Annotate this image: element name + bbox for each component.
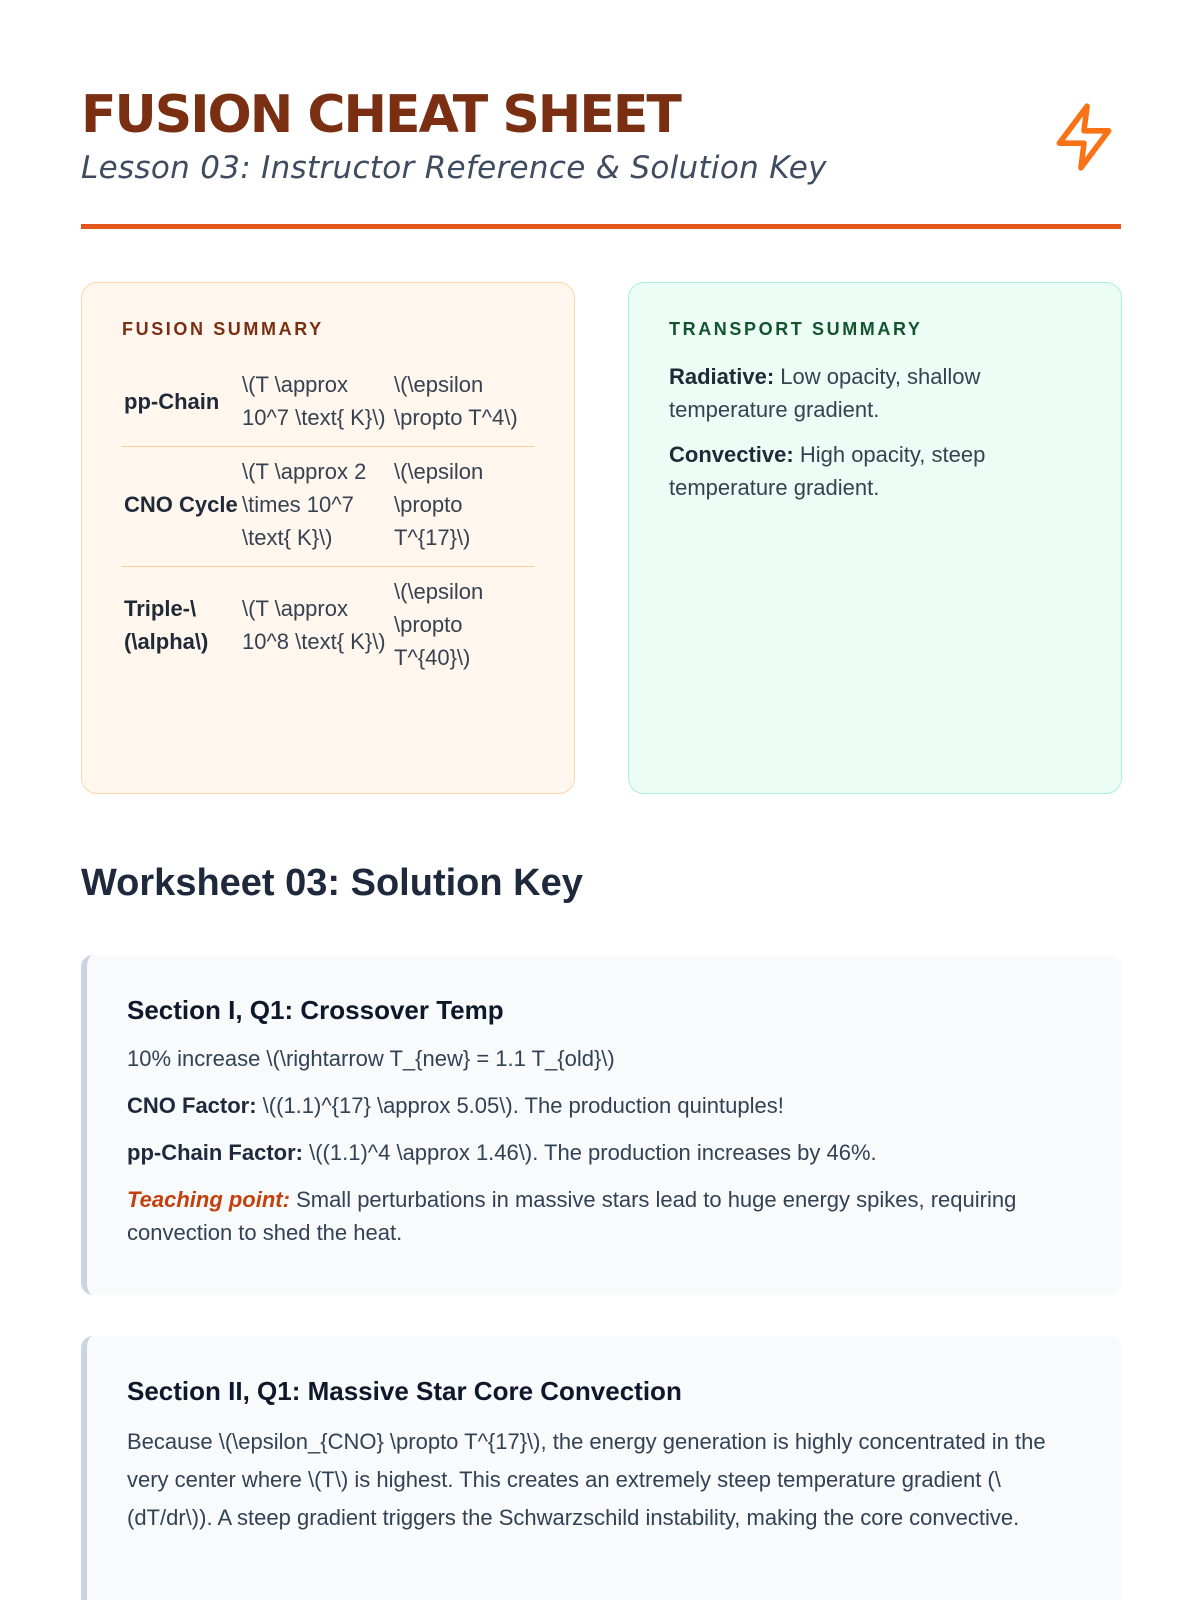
transport-item-radiative <box>669 360 1081 426</box>
table-row <box>122 567 534 687</box>
fusion-summary-title: FUSION SUMMARY <box>122 319 324 339</box>
fusion-summary-table <box>122 360 534 686</box>
solution-line-cno <box>127 1089 1082 1122</box>
factor-text: \((1.1)^{17} \approx 5.05\). The production quintuples! <box>256 1093 784 1118</box>
solution-text: Because \(\epsilon_{CNO} \propto T^{17}\), the energy generation is highly concentrated in the very center where \(T\) is highest. This creates an extremely steep temperature gradient (\(dT/dr\)). A steep gradient triggers the Schwarzschild instability, making the core convective. <box>127 1429 1046 1530</box>
page-subtitle: Lesson 03: Instructor Reference & Solution Key <box>81 150 827 186</box>
factor-text: \((1.1)^4 \approx 1.46\). The production increases by 46%. <box>303 1140 877 1165</box>
table-row <box>122 447 534 567</box>
process-temperature: \(T \approx 2 \times 10^7 \text{ K}\) <box>242 447 394 567</box>
lightning-bolt-icon <box>1047 98 1121 176</box>
page-header <box>81 84 1121 229</box>
process-temperature: \(T \approx 10^7 \text{ K}\) <box>242 372 386 430</box>
transport-label: Radiative: <box>669 364 775 389</box>
process-name: Triple-\(\alpha\) <box>122 567 242 687</box>
solution-section-1 <box>81 955 1122 1295</box>
transport-summary-card <box>628 282 1122 794</box>
teaching-point <box>127 1183 1082 1249</box>
table-row <box>122 360 534 447</box>
process-temperature: \(T \approx 10^8 \text{ K}\) <box>242 567 394 687</box>
process-name: pp-Chain <box>124 388 220 414</box>
section-title: Section I, Q1: Crossover Temp <box>127 995 504 1025</box>
solution-section-2 <box>81 1336 1122 1600</box>
section-title: Section II, Q1: Massive Star Core Convection <box>127 1376 682 1406</box>
process-rate: \(\epsilon \propto T^{17}\) <box>394 447 534 567</box>
teaching-label: Teaching point: <box>127 1187 290 1212</box>
factor-label: pp-Chain Factor: <box>127 1140 303 1165</box>
solution-line-pp <box>127 1136 1082 1169</box>
transport-text: High opacity, steep temperature gradient. <box>669 442 986 500</box>
process-rate: \(\epsilon \propto T^{40}\) <box>394 567 534 687</box>
process-rate: \(\epsilon \propto T^4\) <box>394 372 518 430</box>
process-name: CNO Cycle <box>122 447 242 567</box>
transport-label: Convective: <box>669 442 794 467</box>
fusion-summary-card <box>81 282 575 794</box>
solution-line: 10% increase \(\rightarrow T_{new} = 1.1 T_{old}\) <box>127 1046 615 1071</box>
teaching-text: Small perturbations in massive stars lead to huge energy spikes, requiring convection to shed the heat. <box>127 1187 1017 1245</box>
transport-text: Low opacity, shallow temperature gradient. <box>669 364 981 422</box>
transport-item-convective <box>669 438 1081 504</box>
worksheet-title: Worksheet 03: Solution Key <box>81 862 583 904</box>
factor-label: CNO Factor: <box>127 1093 257 1118</box>
transport-summary-title: TRANSPORT SUMMARY <box>669 319 923 339</box>
page-title: FUSION CHEAT SHEET <box>81 85 680 145</box>
